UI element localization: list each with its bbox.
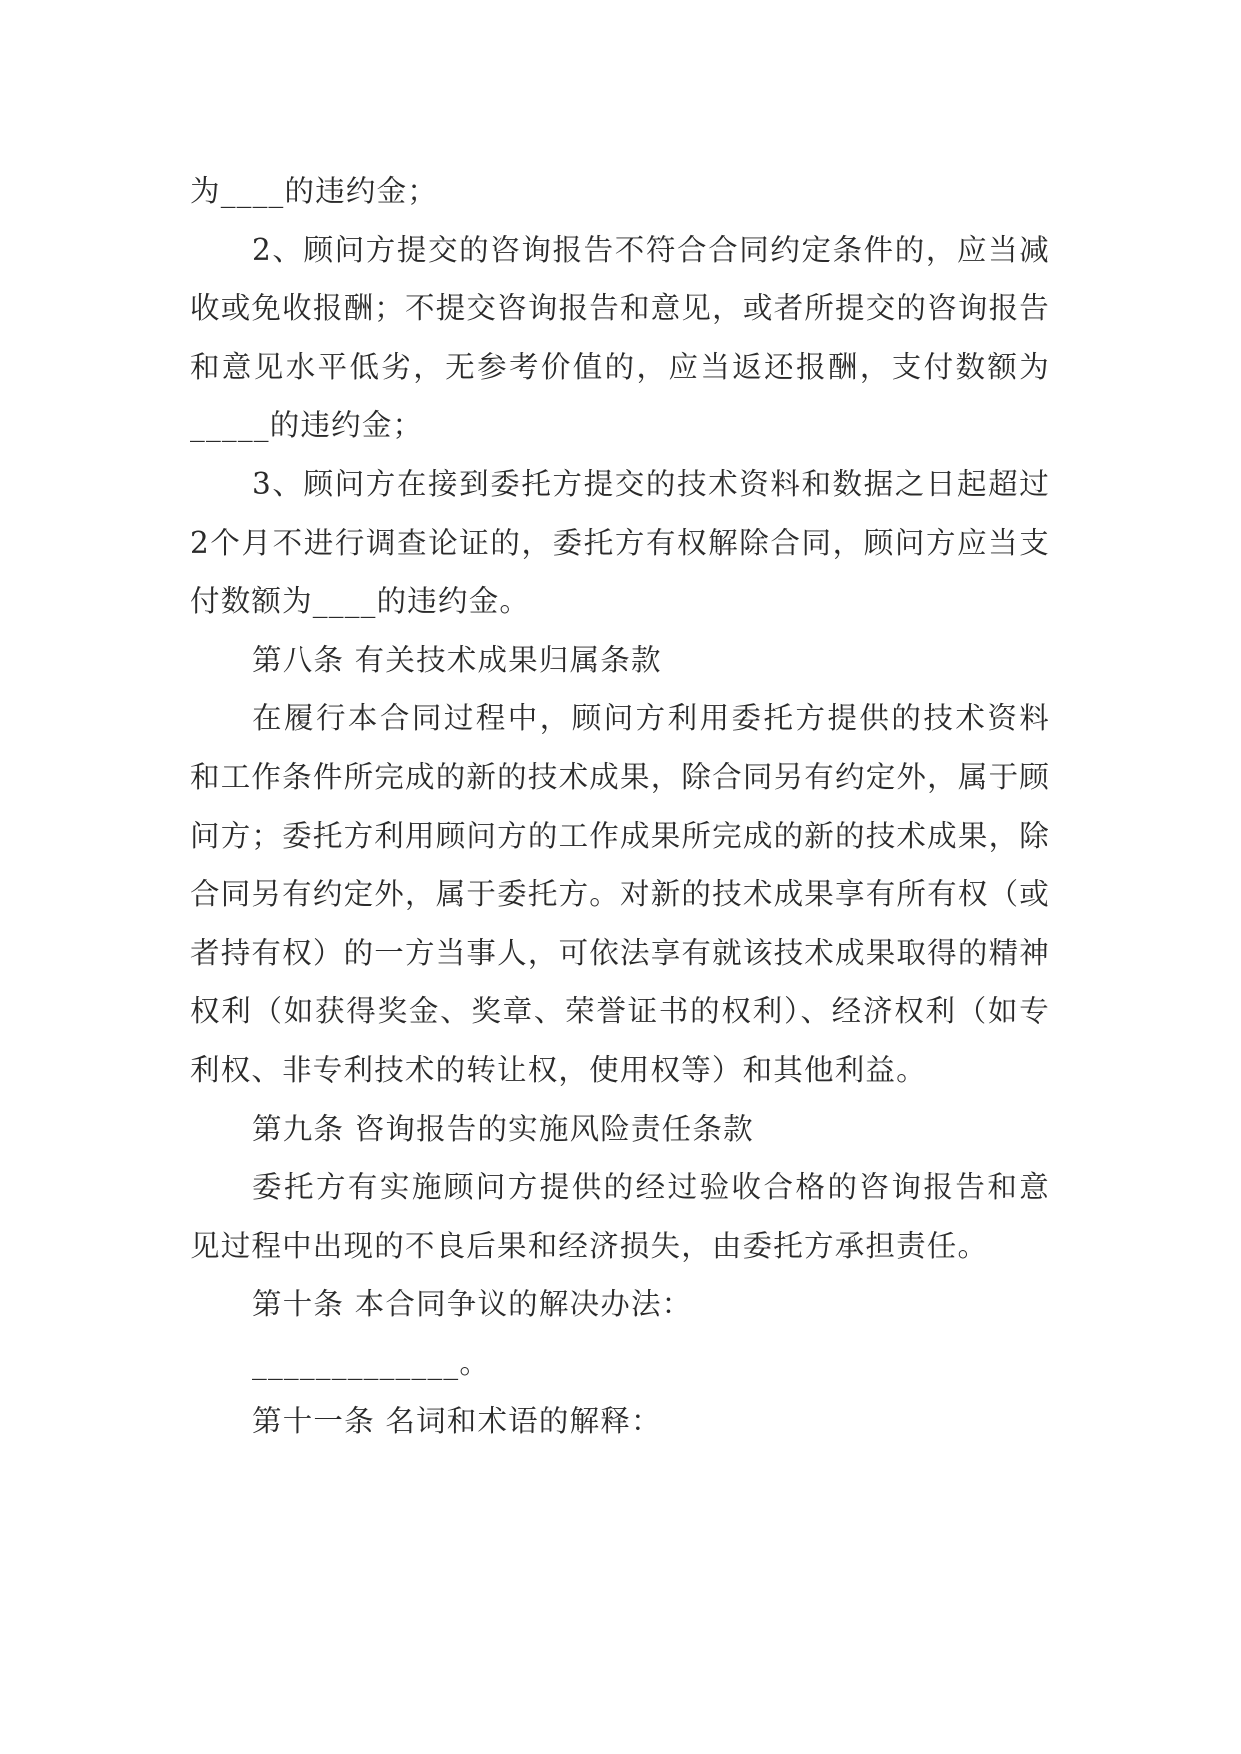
article-8-heading: 第八条 有关技术成果归属条款 xyxy=(252,642,662,677)
paragraph-clause-3: 3、顾问方在接到委托方提交的技术资料和数据之日起超过2个月不进行调查论证的，委托方有权解除合同，顾问方应当支付数额为____的违约金。 xyxy=(190,466,1050,619)
paragraph-liquidated-damages-tail: 为____的违约金； xyxy=(190,174,439,208)
paragraph-clause-2: 2、顾问方提交的咨询报告不符合合同约定条件的，应当减收或免收报酬；不提交咨询报告和意见，或者所提交的咨询报告和意见水平低劣，无参考价值的，应当返还报酬，支付数额为_____的违约金； xyxy=(190,232,1050,443)
document-body xyxy=(190,162,1050,1451)
article-11-heading: 第十一条 名词和术语的解释： xyxy=(252,1404,662,1439)
article-10-heading: 第十条 本合同争议的解决办法： xyxy=(252,1287,693,1322)
article-10-blank: _____________。 xyxy=(252,1345,491,1380)
article-9-heading: 第九条 咨询报告的实施风险责任条款 xyxy=(252,1111,754,1146)
article-9-body: 委托方有实施顾问方提供的经过验收合格的咨询报告和意见过程中出现的不良后果和经济损失，由委托方承担责任。 xyxy=(190,1170,1050,1263)
article-8-body: 在履行本合同过程中，顾问方利用委托方提供的技术资料和工作条件所完成的新的技术成果，除合同另有约定外，属于顾问方；委托方利用顾问方的工作成果所完成的新的技术成果，除合同另有约定外，属于委托方。对新的技术成果享有所有权（或者持有权）的一方当事人，可依法享有就该技术成果取得的精神权利（如获得奖金、奖章、荣誉证书的权利）、经济权利（如专利权、非专利技术的转让权，使用权等）和其他利益。 xyxy=(190,701,1050,1087)
